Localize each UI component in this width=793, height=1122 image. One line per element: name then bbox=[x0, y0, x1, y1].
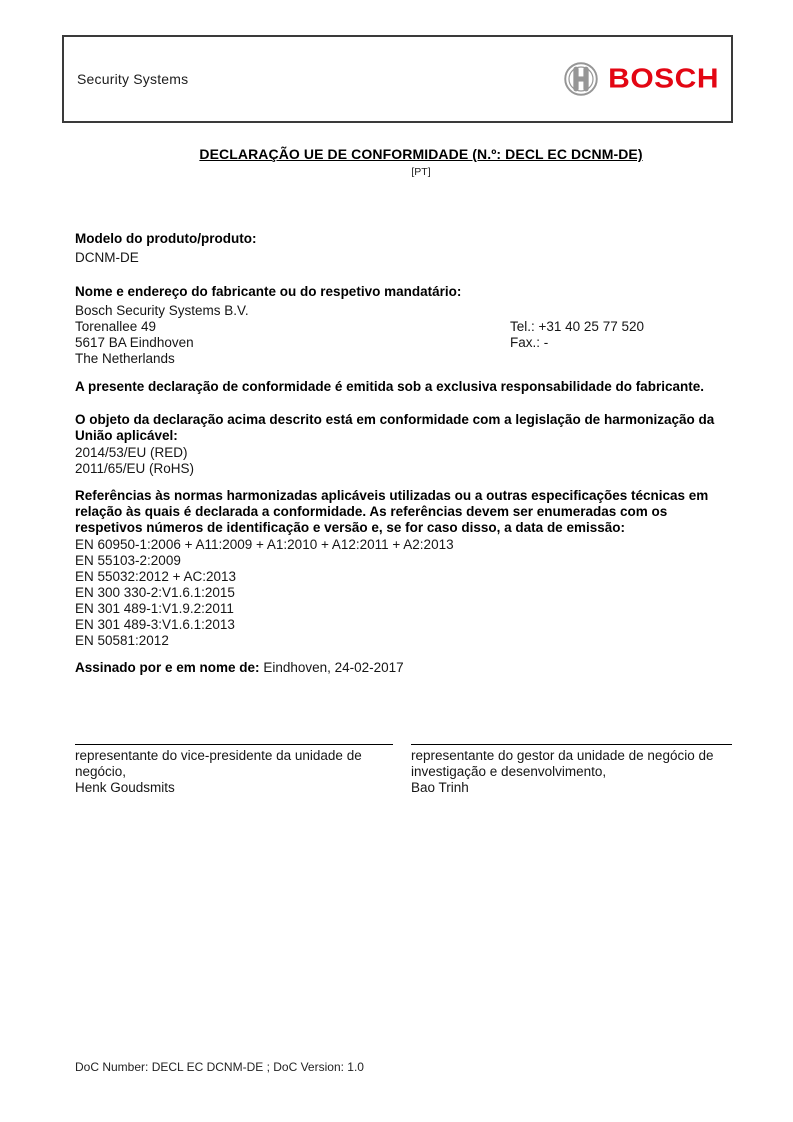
language-tag: [PT] bbox=[411, 166, 431, 178]
signature-name: Bao Trinh bbox=[411, 780, 469, 795]
signing-value: Eindhoven, 24-02-2017 bbox=[263, 660, 404, 675]
bosch-armature-icon bbox=[563, 61, 599, 97]
legislation-item: 2014/53/EU (RED) bbox=[75, 445, 188, 460]
standards-label: Referências às normas harmonizadas aplicáveis utilizadas ou a outras especificações técnicas em relação às quais é declarada a conformidade. As referências devem ser enumeradas com os respetivos números de identificação e versão e, se for caso disso, a data de emissão: bbox=[75, 488, 709, 535]
standard-item: EN 301 489-1:V1.9.2:2011 bbox=[75, 601, 234, 616]
letterhead bbox=[62, 35, 733, 123]
bosch-logo bbox=[563, 61, 719, 97]
address-line-2: 5617 BA Eindhoven bbox=[75, 335, 194, 350]
signing-line bbox=[75, 660, 725, 676]
manufacturer-fax: Fax.: - bbox=[510, 335, 549, 350]
standard-item: EN 55103-2:2009 bbox=[75, 553, 181, 568]
signature-right bbox=[411, 744, 732, 796]
product-value: DCNM-DE bbox=[75, 250, 139, 265]
manufacturer-name: Bosch Security Systems B.V. bbox=[75, 303, 249, 318]
legislation-item: 2011/65/EU (RoHS) bbox=[75, 461, 195, 476]
standard-item: EN 55032:2012 + AC:2013 bbox=[75, 569, 237, 584]
standard-item: EN 50581:2012 bbox=[75, 633, 169, 648]
manufacturer-label: Nome e endereço do fabricante ou do respetivo mandatário: bbox=[75, 284, 462, 299]
doc-footer: DoC Number: DECL EC DCNM-DE ; DoC Version: 1.0 bbox=[75, 1060, 364, 1074]
standard-item: EN 60950-1:2006 + A11:2009 + A1:2010 + A12:2011 + A2:2013 bbox=[75, 537, 454, 552]
standard-item: EN 301 489-3:V1.6.1:2013 bbox=[75, 617, 235, 632]
signature-name: Henk Goudsmits bbox=[75, 780, 175, 795]
standards-section bbox=[75, 488, 725, 649]
signing-label: Assinado por e em nome de: bbox=[75, 660, 260, 675]
manufacturer-tel: Tel.: +31 40 25 77 520 bbox=[510, 319, 644, 334]
signature-role: representante do gestor da unidade de negócio de investigação e desenvolvimento, bbox=[411, 748, 714, 779]
address-row-2 bbox=[75, 335, 725, 351]
document-title: DECLARAÇÃO UE DE CONFORMIDADE (N.º: DECL EC DCNM-DE) bbox=[199, 146, 643, 162]
manufacturer-section bbox=[75, 284, 725, 367]
bosch-wordmark: BOSCH bbox=[608, 63, 719, 94]
title-block bbox=[60, 146, 782, 180]
address-row-1 bbox=[75, 319, 725, 335]
signature-role: representante do vice-presidente da unidade de negócio, bbox=[75, 748, 362, 779]
product-section bbox=[75, 231, 725, 266]
legislation-section bbox=[75, 412, 725, 477]
address-line-3: The Netherlands bbox=[75, 351, 175, 366]
address-line-1: Torenallee 49 bbox=[75, 319, 157, 334]
division-name: Security Systems bbox=[77, 71, 189, 87]
responsibility-statement: A presente declaração de conformidade é emitida sob a exclusiva responsabilidade do fabricante. bbox=[75, 379, 704, 394]
standard-item: EN 300 330-2:V1.6.1:2015 bbox=[75, 585, 235, 600]
signature-left bbox=[75, 744, 393, 796]
legislation-label: O objeto da declaração acima descrito está em conformidade com a legislação de harmonização da União aplicável: bbox=[75, 412, 715, 443]
product-label: Modelo do produto/produto: bbox=[75, 231, 257, 246]
